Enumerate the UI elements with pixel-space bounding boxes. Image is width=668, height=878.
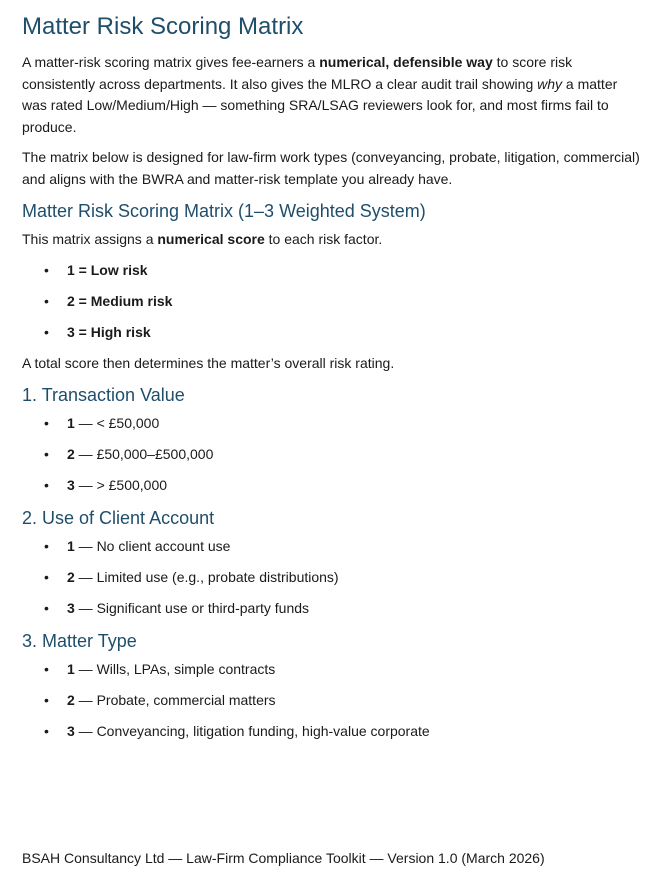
score-value: 2 [67,692,75,708]
intro1-bold: numerical, defensible way [319,54,493,70]
intro1-text-a: A matter-risk scoring matrix gives fee-earners a [22,54,320,70]
score-description: — Probate, commercial matters [74,692,276,708]
scale-label: 3 = High risk [67,323,151,340]
list-item [44,721,646,742]
intro-paragraph-1 [22,52,646,138]
list-item [44,291,646,312]
score-description: — Wills, LPAs, simple contracts [74,661,276,677]
scale-label: 2 = Medium risk [67,292,173,309]
score-description: — Limited use (e.g., probate distributions) [74,569,339,585]
score-value: 2 [67,569,75,585]
list-item [44,475,646,496]
bullet-icon: • [44,446,49,462]
list-item [44,413,646,434]
intro1-text-b: to score risk consistently across departments. It also gives the MLRO a clear audit trail showing [22,54,573,92]
bullet-icon: • [44,261,49,278]
score-description: — £50,000–£500,000 [74,446,214,462]
factor-heading-matter-type: 3. Matter Type [22,631,137,651]
factor-list-matter-type [22,659,646,742]
bullet-icon: • [44,323,49,340]
bullet-icon: • [44,415,49,431]
list-item [44,536,646,557]
factor-heading-client-account: 2. Use of Client Account [22,508,215,528]
risk-scale-list [22,260,646,343]
lead-text-b: to each risk factor. [264,231,383,247]
scale-label: 1 = Low risk [67,261,148,278]
score-description: — < £50,000 [74,415,160,431]
list-item [44,260,646,281]
list-item [44,444,646,465]
section-outro: A total score then determines the matter’s overall risk rating. [22,354,395,371]
intro1-text-c: a matter was rated Low/Medium/High — something SRA/LSAG reviewers look for, and most firms fail to produce. [22,75,618,135]
score-value: 2 [67,446,75,462]
intro1-italic: why [537,75,563,92]
page-footer: BSAH Consultancy Ltd — Law-Firm Compliance Toolkit — Version 1.0 (March 2026) [22,850,545,866]
bullet-icon: • [44,661,49,677]
score-value: 1 [67,538,75,554]
factor-list-client-account [22,536,646,619]
bullet-icon: • [44,692,49,708]
bullet-icon: • [44,538,49,554]
score-value: 3 [67,477,75,493]
bullet-icon: • [44,569,49,585]
bullet-icon: • [44,292,49,309]
lead-bold: numerical score [157,231,265,247]
score-description: — No client account use [74,538,231,554]
list-item [44,567,646,588]
bullet-icon: • [44,723,49,739]
page-title: Matter Risk Scoring Matrix [22,13,304,40]
list-item [44,690,646,711]
score-description: — > £500,000 [74,477,168,493]
factor-list-transaction-value [22,413,646,496]
score-value: 3 [67,723,75,739]
bullet-icon: • [44,477,49,493]
section-lead [22,229,646,251]
bullet-icon: • [44,600,49,616]
intro-paragraph-2: The matrix below is designed for law-firm work types (conveyancing, probate, litigation, commercial) and aligns with the BWRA and matter-risk template you already have. [22,149,640,187]
list-item [44,322,646,343]
score-description: — Significant use or third-party funds [74,600,310,616]
lead-text-a: This matrix assigns a [22,231,158,247]
score-description: — Conveyancing, litigation funding, high-value corporate [74,723,430,739]
list-item [44,598,646,619]
section-heading-main: Matter Risk Scoring Matrix (1–3 Weighted System) [22,201,426,221]
score-value: 3 [67,600,75,616]
list-item [44,659,646,680]
score-value: 1 [67,661,75,677]
factor-heading-transaction-value: 1. Transaction Value [22,385,185,405]
score-value: 1 [67,415,75,431]
